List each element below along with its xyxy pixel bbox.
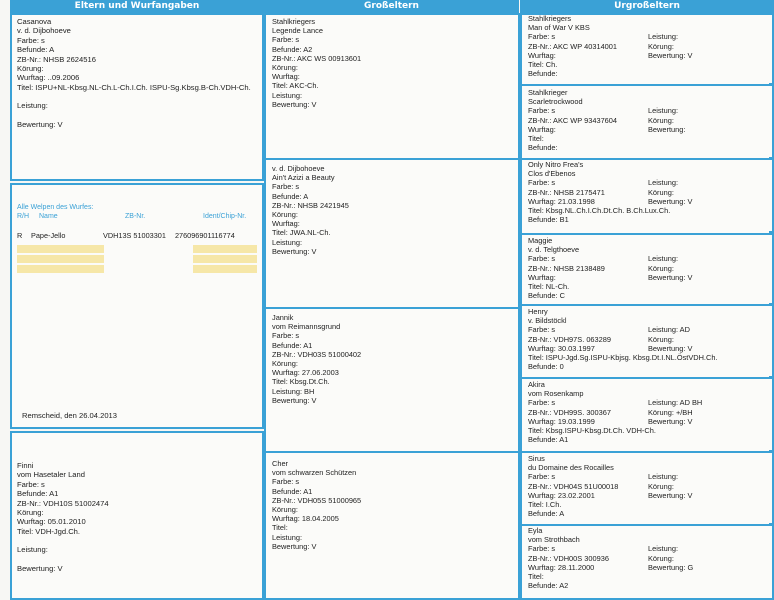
dam-kennel: vom Hasetaler Land <box>17 470 85 480</box>
gp4-zb: ZB-Nr.: VDH05S 51000965 <box>272 495 362 505</box>
dam-leistung: Leistung: <box>17 545 48 555</box>
ggp5-name: Henry <box>528 307 548 316</box>
sire-zb: ZB-Nr.: NHSB 2624516 <box>17 54 96 64</box>
gp2-zb: ZB-Nr.: NHSB 2421945 <box>272 200 349 210</box>
divider <box>266 307 518 309</box>
ggp7-koerung: Körung: <box>648 481 674 491</box>
ggp8-titel: Titel: <box>528 572 544 582</box>
ggp4-name: Maggie <box>528 236 553 245</box>
gp2-name: v. d. Dijbohoeve <box>272 164 325 173</box>
ggp1-farbe: Farbe: s <box>528 32 556 42</box>
ggp1-leistung: Leistung: <box>648 32 678 42</box>
ggp7-befunde: Befunde: A <box>528 509 565 519</box>
ggp-entry-3 <box>528 160 768 224</box>
ggp6-wurftag: Wurftag: 19.03.1999 <box>528 416 595 426</box>
ggp1-zb: ZB-Nr.: AKC WP 40314001 <box>528 41 618 51</box>
ggp5-leistung: Leistung: AD <box>648 325 690 335</box>
ggp4-leistung: Leistung: <box>648 254 678 264</box>
ggp4-kennel: v. d. Telgthoeve <box>528 245 580 255</box>
ggp3-leistung: Leistung: <box>648 178 678 188</box>
divider <box>522 233 772 235</box>
ggp5-titel: Titel: ISPU-Jgd.Sg.ISPU-Kbjsg. Kbsg.Dt.I.NL.ÖstVDH.Ch. <box>528 353 718 363</box>
gp-entry-4 <box>272 459 514 551</box>
sire-wurftag: Wurftag: ..09.2006 <box>17 73 80 83</box>
ggp3-koerung: Körung: <box>648 187 674 197</box>
sire-koerung: Körung: <box>17 64 44 74</box>
header-grandparents: Großeltern <box>264 0 519 13</box>
ggp8-befunde: Befunde: A2 <box>528 581 569 591</box>
ggp6-befunde: Befunde: A1 <box>528 435 569 445</box>
sire-farbe: Farbe: s <box>17 35 45 45</box>
ggp7-wurftag: Wurftag: 23.02.2001 <box>528 490 595 500</box>
ggp7-bewertung: Bewertung: V <box>648 490 693 500</box>
ggp7-zb: ZB-Nr.: VDH04S 51U00018 <box>528 481 619 491</box>
ggp1-titel: Titel: Ch. <box>528 60 558 70</box>
connector-tick <box>769 523 774 526</box>
ggp3-bewertung: Bewertung: V <box>648 196 693 206</box>
ggp4-befunde: Befunde: C <box>528 291 565 301</box>
dam-befunde: Befunde: A1 <box>17 489 59 499</box>
ggp5-befunde: Befunde: 0 <box>528 362 564 372</box>
ggp8-farbe: Farbe: s <box>528 544 556 554</box>
sire-leistung: Leistung: <box>17 101 48 111</box>
gp3-wurftag: Wurftag: 27.06.2003 <box>272 368 339 378</box>
gp3-bewertung: Bewertung: V <box>272 395 317 405</box>
divider <box>522 377 772 379</box>
ggp2-koerung: Körung: <box>648 115 674 125</box>
gp4-wurftag: Wurftag: 18.04.2005 <box>272 514 339 524</box>
ggp5-wurftag: Wurftag: 30.03.1997 <box>528 343 595 353</box>
divider <box>522 451 772 453</box>
ggp3-farbe: Farbe: s <box>528 178 556 188</box>
sire-kennel: v. d. Dijbohoeve <box>17 26 71 36</box>
ggp8-name: Eyla <box>528 526 543 535</box>
ggp6-bewertung: Bewertung: V <box>648 416 693 426</box>
ggp-entry-2 <box>528 88 768 152</box>
ggp6-kennel: vom Rosenkamp <box>528 389 584 399</box>
ggp5-zb: ZB-Nr.: VDH97S. 063289 <box>528 334 611 344</box>
dam-name: Finni <box>17 461 34 470</box>
gp4-kennel: vom schwarzen Schützen <box>272 468 357 478</box>
gp4-farbe: Farbe: s <box>272 477 300 487</box>
gp1-name: Stahlkriegers <box>272 17 316 26</box>
header-parents: Eltern und Wurfangaben <box>10 0 264 13</box>
gp4-name: Cher <box>272 459 289 468</box>
gp2-leistung: Leistung: <box>272 237 302 247</box>
ggp4-bewertung: Bewertung: V <box>648 272 693 282</box>
redaction-bar <box>17 245 104 253</box>
ggp5-bewertung: Bewertung: V <box>648 343 693 353</box>
connector-tick <box>769 231 774 234</box>
ggp3-kennel: Clos d'Ebenos <box>528 169 576 179</box>
gp1-befunde: Befunde: A2 <box>272 44 313 54</box>
gp2-wurftag: Wurftag: <box>272 219 300 229</box>
pup-zb: VDH13S 51003301 <box>103 231 166 240</box>
gp1-titel: Titel: AKC-Ch. <box>272 81 319 91</box>
ggp7-kennel: du Domaine des Rocailles <box>528 463 614 473</box>
gp1-leistung: Leistung: <box>272 90 302 100</box>
ggp6-farbe: Farbe: s <box>528 398 556 408</box>
gp2-farbe: Farbe: s <box>272 182 300 192</box>
gp-entry-3 <box>272 313 514 405</box>
ggp3-befunde: Befunde: B1 <box>528 215 569 225</box>
divider <box>266 158 518 160</box>
gp1-wurftag: Wurftag: <box>272 72 300 82</box>
ggp-entry-4 <box>528 236 768 300</box>
dam-koerung: Körung: <box>17 508 44 518</box>
connector-tick <box>769 376 774 379</box>
redacted-rows <box>17 243 257 275</box>
ggp5-farbe: Farbe: s <box>528 325 556 335</box>
ggp7-titel: Titel: I.Ch. <box>528 500 562 510</box>
ggp8-kennel: vom Strothbach <box>528 535 580 545</box>
ggp4-zb: ZB-Nr.: NHSB 2138489 <box>528 263 605 273</box>
gp3-titel: Titel: Kbsg.Dt.Ch. <box>272 377 330 387</box>
ggp1-kennel: Man of War V KBS <box>528 23 590 33</box>
gp2-koerung: Körung: <box>272 210 298 220</box>
gp3-farbe: Farbe: s <box>272 331 300 341</box>
gp1-bewertung: Bewertung: V <box>272 99 317 109</box>
greatgrandparents-column <box>520 13 774 600</box>
ggp7-name: Sirus <box>528 454 545 463</box>
ggp6-name: Akira <box>528 380 545 389</box>
ggp6-titel: Titel: Kbsg.ISPU-Kbsg.Dt.Ch. VDH-Ch. <box>528 426 656 436</box>
dam-zb: ZB-Nr.: VDH10S 51002474 <box>17 498 109 508</box>
gp3-kennel: vom Reimannsgrund <box>272 322 341 332</box>
ggp2-leistung: Leistung: <box>648 106 678 116</box>
sire-bewertung: Bewertung: V <box>17 119 63 129</box>
connector-tick <box>769 157 774 160</box>
gp2-titel: Titel: JWA.NL-Ch. <box>272 228 331 238</box>
redaction-bar <box>193 255 257 263</box>
gp1-zb: ZB-Nr.: AKC WS 00913601 <box>272 53 362 63</box>
ggp4-koerung: Körung: <box>648 263 674 273</box>
sire-card <box>10 13 264 181</box>
ggp4-farbe: Farbe: s <box>528 254 556 264</box>
ggp-entry-6 <box>528 380 768 444</box>
litter-title: Alle Welpen des Wurfes: <box>17 204 94 211</box>
ggp2-wurftag: Wurftag: <box>528 124 556 134</box>
divider <box>522 304 772 306</box>
ggp5-kennel: v. Bildstöckl <box>528 316 567 326</box>
ggp6-koerung: Körung: +/BH <box>648 407 693 417</box>
ggp7-leistung: Leistung: <box>648 472 678 482</box>
ggp2-titel: Titel: <box>528 134 544 144</box>
dam-wurftag: Wurftag: 05.01.2010 <box>17 517 86 527</box>
ggp-entry-8 <box>528 526 768 590</box>
ggp4-titel: Titel: NL-Ch. <box>528 282 570 292</box>
dam-titel: Titel: VDH-Jgd.Ch. <box>17 526 81 536</box>
ggp8-wurftag: Wurftag: 28.11.2000 <box>528 562 595 572</box>
redaction-bar <box>193 245 257 253</box>
connector-tick <box>769 450 774 453</box>
gp3-zb: ZB-Nr.: VDH03S 51000402 <box>272 349 362 359</box>
dam-card <box>10 431 264 600</box>
grandparents-column <box>264 13 520 600</box>
gp1-kennel: Legende Lance <box>272 26 323 36</box>
ggp-entry-7 <box>528 454 768 518</box>
pup-name: Pape-Jello <box>31 231 66 240</box>
ggp6-zb: ZB-Nr.: VDH99S. 300367 <box>528 407 611 417</box>
ggp6-leistung: Leistung: AD BH <box>648 398 703 408</box>
redaction-bar <box>17 265 104 273</box>
gp4-titel: Titel: <box>272 523 288 533</box>
ggp1-befunde: Befunde: <box>528 69 558 79</box>
gp2-kennel: Ain't Azizi a Beauty <box>272 173 335 183</box>
ggp1-wurftag: Wurftag: <box>528 50 556 60</box>
sire-name: Casanova <box>17 17 52 26</box>
gp3-befunde: Befunde: A1 <box>272 340 313 350</box>
gp3-leistung: Leistung: BH <box>272 386 315 396</box>
gp1-farbe: Farbe: s <box>272 35 300 45</box>
gp3-koerung: Körung: <box>272 359 298 369</box>
gp1-koerung: Körung: <box>272 63 298 73</box>
litter-col-rh: R/H <box>17 213 30 220</box>
header-greatgrandparents: Urgroßeltern <box>520 0 774 13</box>
ggp3-name: Only Nitro Frea's <box>528 160 584 169</box>
place-date: Remscheid, den 26.04.2013 <box>22 411 117 420</box>
gp4-leistung: Leistung: <box>272 532 302 542</box>
litter-col-zb: ZB-Nr. <box>125 213 146 220</box>
ggp2-befunde: Befunde: <box>528 143 558 153</box>
ggp8-zb: ZB-Nr.: VDH00S 300936 <box>528 553 609 563</box>
sire-titel: Titel: ISPU+NL-Kbsg.NL-Ch.L-Ch.I.Ch. ISPU-Sg.Kbsg.B-Ch.VDH-Ch. <box>17 82 251 92</box>
ggp3-titel: Titel: Kbsg.NL.Ch.I.Ch.Dt.Ch. B.Ch.Lux.Ch. <box>528 206 671 216</box>
divider <box>266 451 518 453</box>
gp-entry-2 <box>272 164 514 256</box>
ggp2-kennel: Scarletrockwood <box>528 97 583 107</box>
ggp1-name: Stahlkriegers <box>528 14 572 23</box>
ggp3-wurftag: Wurftag: 21.03.1998 <box>528 196 595 206</box>
gp-entry-1 <box>272 17 514 109</box>
litter-pup-row <box>17 231 257 240</box>
litter-header-row <box>17 212 257 221</box>
gp2-bewertung: Bewertung: V <box>272 246 317 256</box>
gp4-befunde: Befunde: A1 <box>272 486 313 496</box>
dam-farbe: Farbe: s <box>17 479 45 489</box>
ggp8-leistung: Leistung: <box>648 544 678 554</box>
litter-col-chip: Ident/Chip-Nr. <box>203 213 247 220</box>
gp2-befunde: Befunde: A <box>272 191 309 201</box>
litter-card <box>10 183 264 429</box>
ggp2-bewertung: Bewertung: <box>648 124 686 134</box>
ggp1-koerung: Körung: <box>648 41 674 51</box>
sire-befunde: Befunde: A <box>17 45 55 55</box>
redaction-bar <box>17 255 104 263</box>
ggp2-farbe: Farbe: s <box>528 106 556 116</box>
ggp7-farbe: Farbe: s <box>528 472 556 482</box>
ggp8-koerung: Körung: <box>648 553 674 563</box>
ggp4-wurftag: Wurftag: <box>528 272 556 282</box>
ggp2-zb: ZB-Nr.: AKC WP 93437604 <box>528 115 618 125</box>
gp3-name: Jannik <box>272 313 294 322</box>
connector-tick <box>769 83 774 86</box>
redaction-bar <box>193 265 257 273</box>
ggp5-koerung: Körung: <box>648 334 674 344</box>
litter-col-name: Name <box>39 213 58 220</box>
ggp8-bewertung: Bewertung: G <box>648 562 694 572</box>
gp4-koerung: Körung: <box>272 505 298 515</box>
divider <box>522 84 772 86</box>
pup-sex: R <box>17 231 23 240</box>
ggp1-bewertung: Bewertung: V <box>648 50 693 60</box>
ggp2-name: Stahlkrieger <box>528 88 568 97</box>
dam-bewertung: Bewertung: V <box>17 563 63 573</box>
ggp-entry-5 <box>528 307 768 371</box>
ggp-entry-1 <box>528 14 768 78</box>
gp4-bewertung: Bewertung: V <box>272 541 317 551</box>
pup-chip: 276096901116774 <box>175 231 235 240</box>
ggp3-zb: ZB-Nr.: NHSB 2175471 <box>528 187 605 197</box>
connector-tick <box>769 303 774 306</box>
